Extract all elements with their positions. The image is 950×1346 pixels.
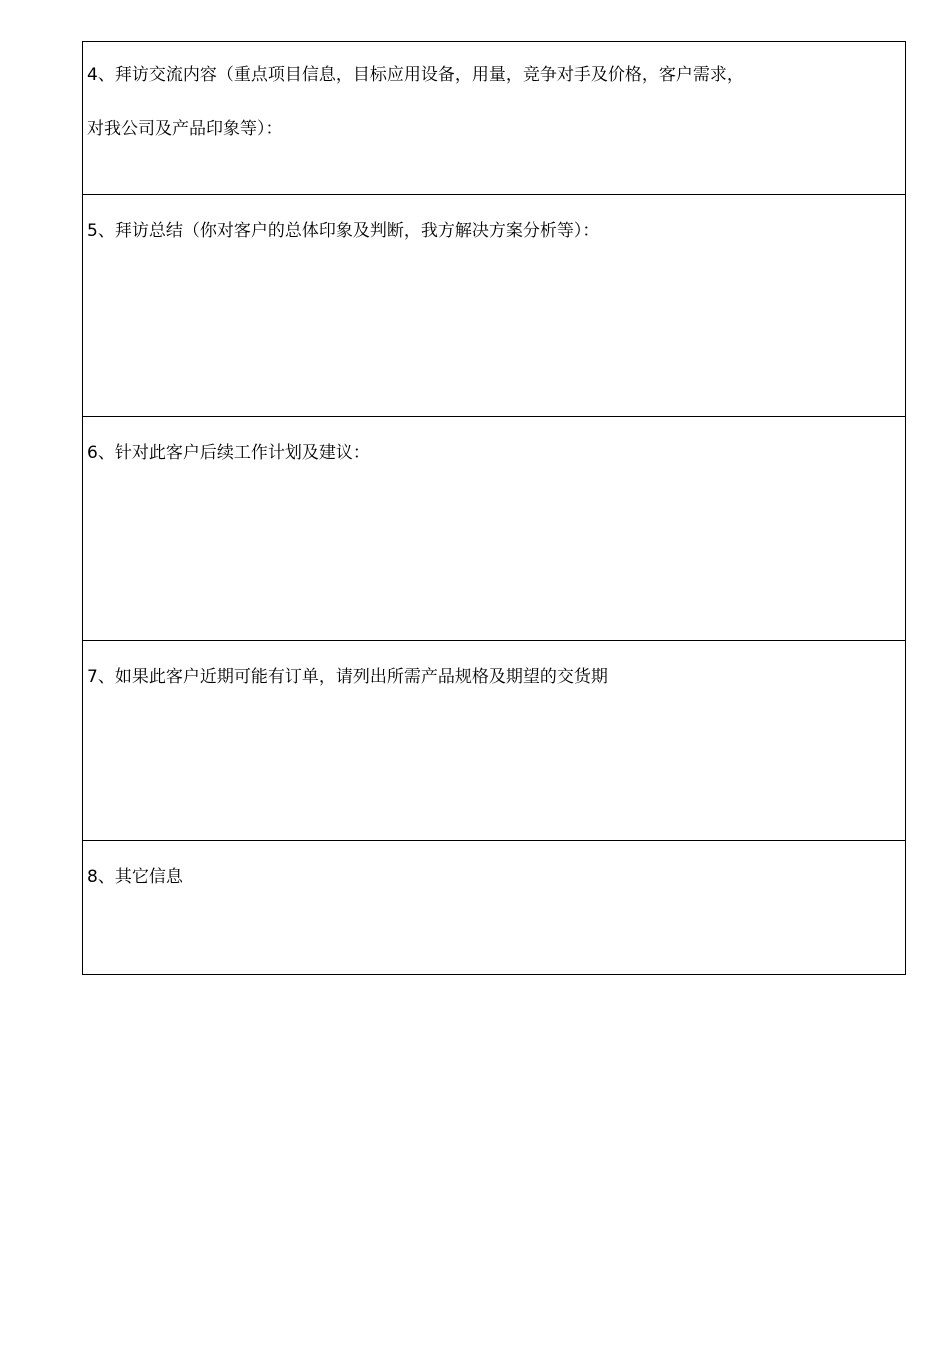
section-label-5: 5、拜访总结（你对客户的总体印象及判断，我方解决方案分析等）：	[87, 221, 600, 241]
section-cell-7[interactable]	[83, 641, 906, 841]
section-label-4-line2: 对我公司及产品印象等）：	[87, 119, 283, 139]
section-label-7: 7、如果此客户近期可能有订单，请列出所需产品规格及期望的交货期	[87, 667, 608, 687]
section-row-7	[83, 641, 906, 841]
section-row-4	[83, 42, 906, 195]
section-label-4	[83, 48, 905, 156]
section-cell-6[interactable]	[83, 417, 906, 641]
section-row-5	[83, 195, 906, 417]
section-label-6: 6、针对此客户后续工作计划及建议：	[87, 443, 370, 463]
section-label-4-line1: 4、拜访交流内容（重点项目信息，目标应用设备，用量，竞争对手及价格，客户需求，	[87, 65, 744, 85]
section-cell-5[interactable]	[83, 195, 906, 417]
section-row-6	[83, 417, 906, 641]
section-row-8	[83, 841, 906, 975]
section-cell-8[interactable]	[83, 841, 906, 975]
section-cell-4[interactable]	[83, 42, 906, 195]
section-label-8: 8、其它信息	[87, 867, 183, 887]
visit-report-table	[82, 41, 906, 975]
